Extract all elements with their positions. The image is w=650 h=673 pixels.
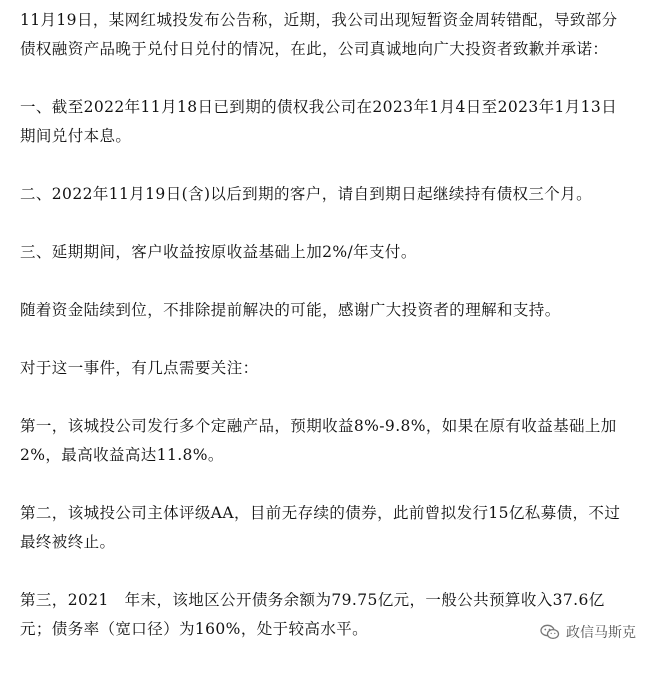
- watermark: [540, 622, 636, 642]
- article-body: [20, 6, 626, 673]
- paragraph-point-one: 一、截至2022年11月18日已到期的债权我公司在2023年1月4日至2023年1月13日期间兑付本息。: [20, 98, 618, 145]
- paragraph-second-note: 第二，该城投公司主体评级AA，目前无存续的债券，此前曾拟发行15亿私募债，不过最终被终止。: [20, 504, 621, 551]
- paragraph-first-note: 第一，该城投公司发行多个定融产品，预期收益8%-9.8%，如果在原有收益基础上加2%，最高收益高达11.8%。: [20, 417, 617, 464]
- paragraph-attention-intro: 对于这一事件，有几点需要关注：: [20, 359, 259, 377]
- paragraph-point-two: 二、2022年11月19日(含)以后到期的客户，请自到期日起继续持有债权三个月。: [20, 185, 592, 203]
- watermark-text: 政信马斯克: [566, 625, 636, 641]
- paragraph-point-three: 三、延期期间，客户收益按原收益基础上加2%/年支付。: [20, 243, 417, 261]
- paragraph-third-note: 第三，2021 年末，该地区公开债务余额为79.75亿元，一般公共预算收入37.6亿元；债务率（宽口径）为160%，处于较高水平。: [20, 591, 605, 638]
- paragraph-announcement: 11月19日，某网红城投发布公告称，近期，我公司出现短暂资金周转错配，导致部分债权融资产品晚于兑付日兑付的情况，在此，公司真诚地向广大投资者致歉并承诺：: [20, 11, 618, 58]
- wechat-icon: [540, 624, 560, 640]
- paragraph-closing: 随着资金陆续到位，不排除提前解决的可能，感谢广大投资者的理解和支持。: [20, 301, 561, 319]
